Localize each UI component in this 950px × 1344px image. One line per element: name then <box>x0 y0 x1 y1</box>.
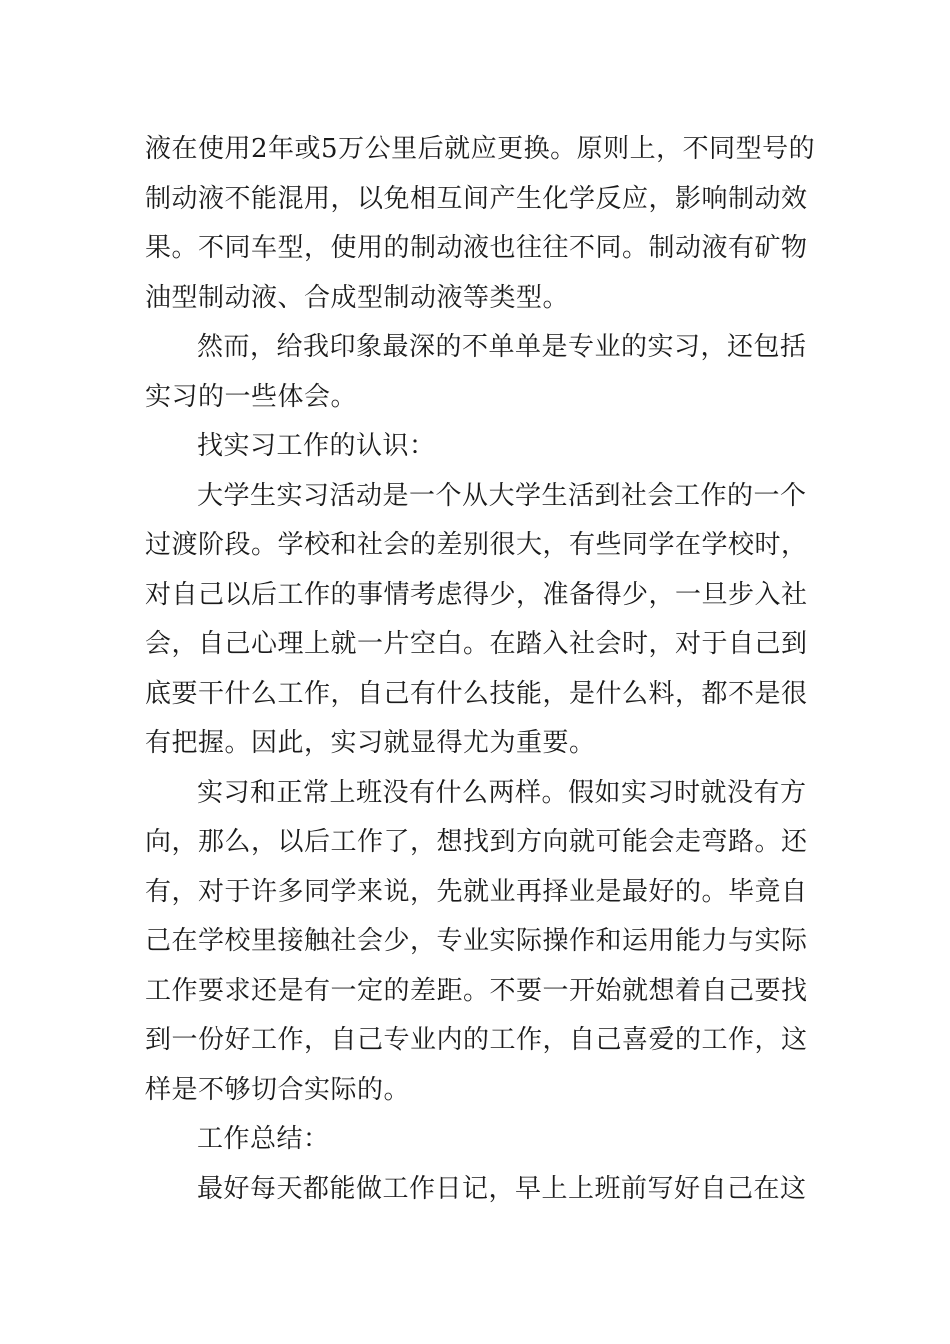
paragraph-first-line: 最好每天都能做工作日记，早上上班前写好自己在这 <box>197 1173 807 1204</box>
text-line: 制动液不能混用，以免相互间产生化学反应，影响制动效 <box>145 183 808 214</box>
text-line: 工作要求还是有一定的差距。不要一开始就想着自己要找 <box>145 975 808 1006</box>
paragraph-first-line: 大学生实习活动是一个从大学生活到社会工作的一个 <box>197 480 807 511</box>
text-line: 底要干什么工作，自己有什么技能，是什么料，都不是很 <box>145 678 808 709</box>
text-line: 样是不够切合实际的。 <box>145 1074 411 1105</box>
section-heading: 工作总结： <box>197 1124 330 1154</box>
text-line: 己在学校里接触社会少，专业实际操作和运用能力与实际 <box>145 926 808 956</box>
text-line: 有把握。因此，实习就显得尤为重要。 <box>145 728 596 758</box>
text-line: 液在使用2年或5万公里后就应更换。原则上，不同型号的 <box>145 134 816 164</box>
text-line: 向，那么，以后工作了，想找到方向就可能会走弯路。还 <box>145 827 808 857</box>
text-line: 对自己以后工作的事情考虑得少，准备得少，一旦步入社 <box>145 579 808 610</box>
text-line: 实习的一些体会。 <box>145 381 358 412</box>
text-line: 有，对于许多同学来说，先就业再择业是最好的。毕竟自 <box>145 876 808 907</box>
text-line: 过渡阶段。学校和社会的差别很大，有些同学在学校时， <box>145 530 808 560</box>
paragraph-first-line: 实习和正常上班没有什么两样。假如实习时就没有方 <box>197 777 807 808</box>
section-heading: 找实习工作的认识： <box>197 431 436 461</box>
text-line: 会，自己心理上就一片空白。在踏入社会时，对于自己到 <box>145 629 808 659</box>
text-line: 油型制动液、合成型制动液等类型。 <box>145 282 570 313</box>
text-line: 到一份好工作，自己专业内的工作，自己喜爱的工作，这 <box>145 1025 808 1055</box>
text-line: 果。不同车型，使用的制动液也往往不同。制动液有矿物 <box>145 233 808 263</box>
paragraph-first-line: 然而，给我印象最深的不单单是专业的实习，还包括 <box>197 332 807 362</box>
document-body <box>145 125 816 1214</box>
